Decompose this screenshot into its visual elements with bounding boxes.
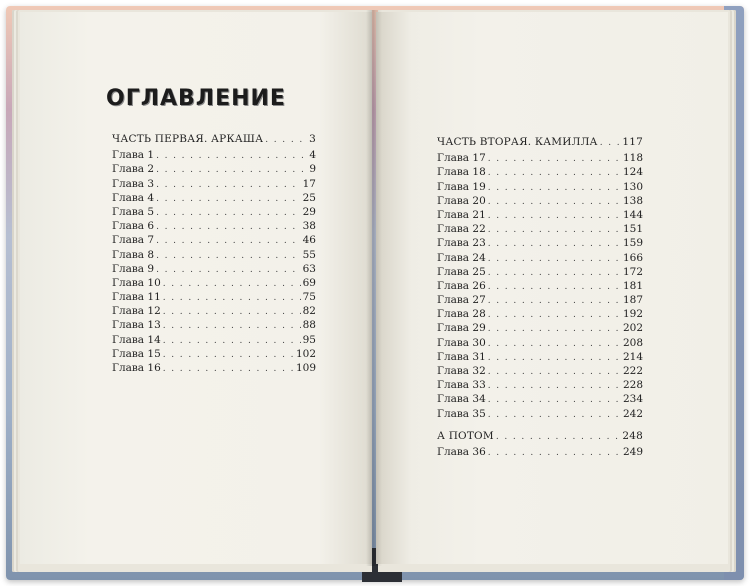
toc-leader-dots xyxy=(600,136,621,150)
toc-chapter-label: Глава 10 xyxy=(112,276,161,289)
toc-leader-dots xyxy=(488,280,621,294)
toc-leader-dots xyxy=(488,252,621,266)
toc-spacer xyxy=(437,421,643,429)
toc-chapter-label: Глава 28 xyxy=(437,308,486,321)
toc-leader-dots xyxy=(156,263,301,277)
toc-chapter-entry xyxy=(437,307,643,321)
toc-chapter-entry xyxy=(112,347,316,361)
toc-page-number: 159 xyxy=(622,237,643,250)
toc-chapter-label: Глава 35 xyxy=(437,407,486,420)
toc-page-number: 172 xyxy=(622,265,643,278)
toc-chapter-entry xyxy=(437,151,643,165)
toc-page-number: 248 xyxy=(622,429,643,442)
toc-page-number: 208 xyxy=(622,336,643,349)
toc-leader-dots xyxy=(163,348,294,362)
toc-page-number: 222 xyxy=(622,365,643,377)
toc-page-number: 181 xyxy=(622,279,643,292)
toc-leader-dots xyxy=(488,152,621,166)
toc-chapter-entry xyxy=(112,233,316,247)
toc-page-number: 138 xyxy=(622,194,643,207)
toc-chapter-entry xyxy=(112,276,316,290)
toc-leader-dots xyxy=(488,351,621,365)
toc-chapter-entry xyxy=(437,445,643,459)
toc-chapter-entry xyxy=(112,177,316,191)
toc-chapter-entry xyxy=(437,236,643,250)
toc-chapter-entry xyxy=(437,279,643,293)
toc-chapter-entry xyxy=(437,364,643,378)
toc-chapter-entry xyxy=(437,165,643,179)
toc-chapter-label: Глава 5 xyxy=(112,205,155,218)
toc-leader-dots xyxy=(488,237,621,251)
toc-chapter-label: Глава 16 xyxy=(112,362,161,374)
toc-page-number: 55 xyxy=(302,248,316,261)
toc-chapter-entry xyxy=(437,392,643,406)
toc-chapter-entry xyxy=(437,293,643,307)
toc-chapter-entry xyxy=(112,148,316,162)
toc-chapter-entry xyxy=(112,162,316,176)
toc-part-label: ЧАСТЬ ПЕРВАЯ. АРКАША xyxy=(112,133,264,145)
toc-chapter-label: Глава 20 xyxy=(437,194,486,207)
toc-chapter-entry xyxy=(437,336,643,350)
toc-page-number: 202 xyxy=(622,322,643,335)
toc-leader-dots xyxy=(163,277,301,291)
toc-page-number: 166 xyxy=(622,251,643,264)
toc-chapter-list xyxy=(112,148,316,375)
toc-leader-dots xyxy=(488,209,621,223)
toc-leader-dots xyxy=(488,308,621,322)
toc-leader-dots xyxy=(488,408,621,422)
toc-chapter-entry xyxy=(112,248,316,262)
toc-chapter-label: Глава 3 xyxy=(112,177,155,190)
toc-leader-dots xyxy=(488,181,621,195)
toc-chapter-entry xyxy=(437,407,643,421)
toc-chapter-label: Глава 14 xyxy=(112,333,161,346)
toc-page-number: 102 xyxy=(295,347,316,360)
toc-page-number: 187 xyxy=(622,294,643,307)
toc-leader-dots xyxy=(156,234,301,248)
toc-chapter-entry xyxy=(112,191,316,205)
toc-page-number: 117 xyxy=(622,136,643,148)
toc-chapter-label: Глава 31 xyxy=(437,350,486,363)
toc-chapter-entry xyxy=(437,194,643,208)
toc-leader-dots xyxy=(163,319,301,333)
toc-chapter-label: Глава 8 xyxy=(112,248,155,261)
toc-chapter-label: Глава 15 xyxy=(112,347,161,360)
toc-chapter-entry xyxy=(437,180,643,194)
toc-page-number: 38 xyxy=(302,220,316,233)
toc-chapter-entry xyxy=(112,205,316,219)
toc-chapter-entry xyxy=(112,262,316,276)
toc-chapter-label: Глава 36 xyxy=(437,445,486,458)
toc-chapter-label: Глава 12 xyxy=(112,305,161,318)
toc-chapter-label: Глава 26 xyxy=(437,279,486,292)
toc-leader-dots xyxy=(163,334,301,348)
toc-page-number: 63 xyxy=(302,262,316,275)
toc-part-label: ЧАСТЬ ВТОРАЯ. КАМИЛЛА xyxy=(437,136,598,148)
toc-page-number: 25 xyxy=(302,191,316,204)
toc-chapter-entry xyxy=(437,251,643,265)
toc-page-number: 109 xyxy=(295,362,316,374)
toc-leader-dots xyxy=(488,322,621,336)
toc-chapter-entry xyxy=(112,361,316,375)
toc-leader-dots xyxy=(488,195,621,209)
toc-part-entry xyxy=(437,135,643,149)
toc-chapter-label: Глава 13 xyxy=(112,319,161,332)
toc-chapter-label: Глава 30 xyxy=(437,336,486,349)
toc-page-number: 75 xyxy=(302,291,316,304)
toc-chapter-entry xyxy=(437,222,643,236)
toc-chapter-label: Глава 7 xyxy=(112,234,155,247)
toc-leader-dots xyxy=(156,220,301,234)
toc-page-number: 118 xyxy=(622,152,643,165)
toc-page-number: 95 xyxy=(302,333,316,346)
toc-page-number: 228 xyxy=(622,379,643,392)
toc-chapter-label: Глава 2 xyxy=(112,163,155,176)
toc-chapter-entry xyxy=(112,333,316,347)
toc-page-number: 29 xyxy=(302,205,316,218)
toc-page-number: 17 xyxy=(302,177,316,190)
toc-leader-dots xyxy=(163,305,301,319)
toc-chapter-label: Глава 24 xyxy=(437,251,486,264)
toc-page-number: 46 xyxy=(302,234,316,247)
toc-leader-dots xyxy=(488,446,621,460)
toc-page-number: 4 xyxy=(309,149,316,162)
toc-chapter-label: Глава 17 xyxy=(437,152,486,165)
toc-leader-dots xyxy=(163,291,301,305)
toc-part-label: А ПОТОМ xyxy=(437,429,494,442)
toc-right xyxy=(437,135,643,459)
toc-part-entry xyxy=(437,429,643,443)
toc-chapter-label: Глава 4 xyxy=(112,191,155,204)
toc-left xyxy=(112,132,316,375)
toc-chapter-entry xyxy=(437,350,643,364)
toc-chapter-list xyxy=(437,445,643,459)
toc-chapter-label: Глава 34 xyxy=(437,393,486,406)
toc-chapter-entry xyxy=(437,321,643,335)
toc-page-number: 3 xyxy=(309,133,316,145)
toc-page-number: 69 xyxy=(302,276,316,289)
toc-chapter-list xyxy=(437,151,643,421)
toc-page-number: 242 xyxy=(622,407,643,420)
toc-leader-dots xyxy=(156,206,301,220)
page-title: ОГЛАВЛЕНИЕ xyxy=(106,86,286,111)
toc-page-number: 214 xyxy=(622,350,643,363)
toc-chapter-label: Глава 33 xyxy=(437,379,486,392)
toc-chapter-entry xyxy=(112,290,316,304)
toc-chapter-entry xyxy=(112,219,316,233)
toc-chapter-label: Глава 23 xyxy=(437,237,486,250)
toc-leader-dots xyxy=(488,223,621,237)
toc-chapter-entry xyxy=(112,304,316,318)
toc-leader-dots xyxy=(488,294,621,308)
toc-chapter-label: Глава 19 xyxy=(437,180,486,193)
toc-leader-dots xyxy=(265,133,307,147)
toc-page-number: 130 xyxy=(622,180,643,193)
toc-leader-dots xyxy=(496,430,621,444)
toc-chapter-label: Глава 1 xyxy=(112,149,155,162)
toc-chapter-label: Глава 32 xyxy=(437,365,486,377)
toc-leader-dots xyxy=(156,192,301,206)
toc-chapter-label: Глава 18 xyxy=(437,166,486,179)
toc-leader-dots xyxy=(156,163,307,177)
toc-chapter-label: Глава 25 xyxy=(437,265,486,278)
toc-leader-dots xyxy=(488,266,621,280)
toc-leader-dots xyxy=(156,178,301,192)
toc-chapter-label: Глава 22 xyxy=(437,223,486,236)
toc-chapter-label: Глава 11 xyxy=(112,291,161,304)
toc-leader-dots xyxy=(488,337,621,351)
toc-page-number: 249 xyxy=(622,445,643,458)
toc-page-number: 9 xyxy=(309,163,316,176)
toc-page-number: 82 xyxy=(302,305,316,318)
toc-page-number: 88 xyxy=(302,319,316,332)
toc-page-number: 124 xyxy=(622,166,643,179)
toc-page-number: 192 xyxy=(622,308,643,321)
toc-chapter-entry xyxy=(437,378,643,392)
toc-page-number: 234 xyxy=(622,393,643,406)
toc-page-number: 144 xyxy=(622,208,643,221)
toc-chapter-entry xyxy=(437,265,643,279)
toc-leader-dots xyxy=(156,249,301,263)
toc-chapter-entry xyxy=(437,208,643,222)
toc-leader-dots xyxy=(488,365,621,379)
toc-leader-dots xyxy=(488,166,621,180)
toc-part-entry xyxy=(112,132,316,146)
toc-leader-dots xyxy=(156,149,307,163)
toc-leader-dots xyxy=(488,379,621,393)
toc-page-number: 151 xyxy=(622,223,643,236)
toc-leader-dots xyxy=(488,393,621,407)
toc-chapter-label: Глава 29 xyxy=(437,322,486,335)
toc-chapter-label: Глава 21 xyxy=(437,208,486,221)
toc-chapter-label: Глава 9 xyxy=(112,262,155,275)
toc-leader-dots xyxy=(163,362,294,376)
toc-chapter-label: Глава 6 xyxy=(112,220,155,233)
toc-chapter-entry xyxy=(112,318,316,332)
toc-chapter-label: Глава 27 xyxy=(437,294,486,307)
